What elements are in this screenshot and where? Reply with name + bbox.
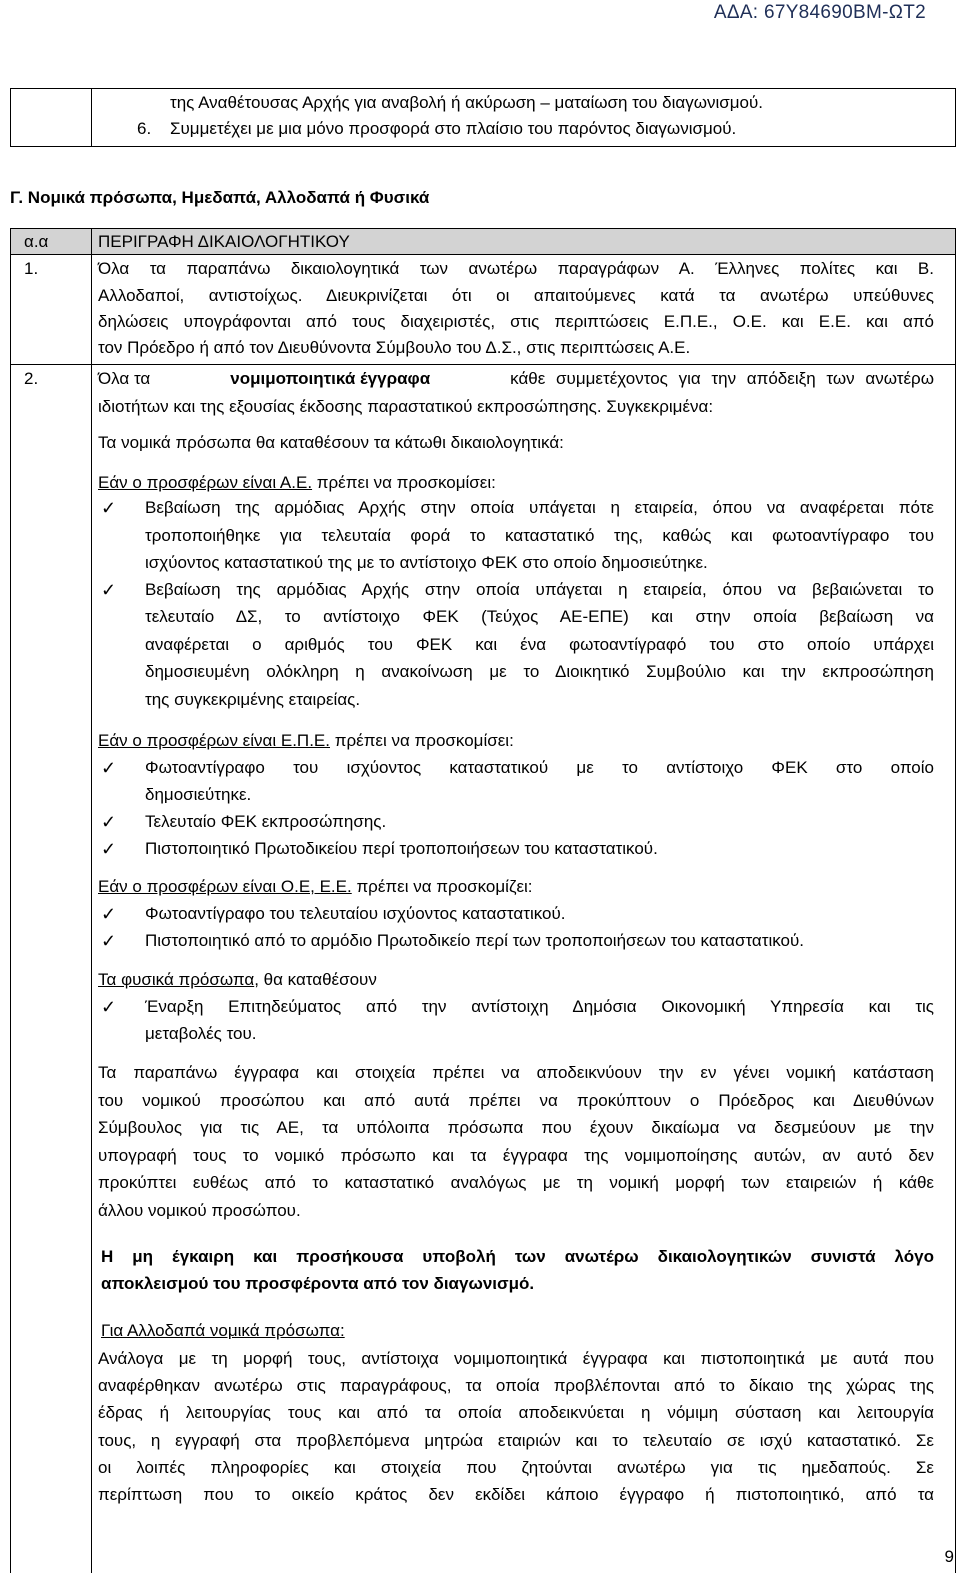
ae-heading-underlined: Εάν ο προσφέρων είναι Α.Ε. [98,473,313,492]
epe-item-1-line-2: δημοσιεύτηκε. [145,785,252,804]
foreign-line-5: οι λοιπές πληροφορίες και στοιχεία που ζητούνται ανωτέρω για τις ημεδαπούς. Σε [98,1458,934,1477]
ae-item-2-line-2: τελευταίο ΔΣ, το αντίστοιχο ΦΕΚ (Τεύχος ΑΕ-ΕΠΕ) και στην οποία βεβαίωση να [145,607,934,626]
row-1-line-2a [98,285,934,307]
header-separator [10,254,956,255]
ae-heading [98,472,496,494]
ae-item-2-line-1: Βεβαίωση της αρμόδιας Αρχής στην οποία υπάγεται η εταιρεία, όπου να βεβαιώνεται το [145,580,934,599]
epe-heading [98,730,514,752]
oe-heading-rest: πρέπει να προσκομίζει: [351,877,533,896]
item-6-number: 6. [137,119,152,138]
page-number: 9 [944,1547,954,1566]
foreign-line-6: περίπτωση που το οικείο κράτος δεν εκδίδει κάποιο έγγραφο ή πιστοποιητικό, από τα [98,1485,934,1504]
check-icon: ✓ [101,839,117,859]
ae-item-2-line-4: δημοσιευμένη ολόκληρη η ανακοίνωση με το Διοικητικό Συμβούλιο και την εκπροσώπηση [145,662,934,681]
natural-heading-underlined: Τα φυσικά πρόσωπα [98,970,255,989]
para-line-6: άλλου νομικού προσώπου. [98,1201,301,1220]
row-separator [10,364,956,365]
check-icon: ✓ [101,997,117,1017]
para-line-1: Τα παραπάνω έγγραφα και στοιχεία πρέπει να αποδεικνύουν την εν γένει νομική κατάσταση [98,1063,934,1082]
check-icon: ✓ [101,758,117,778]
ae-heading-rest: πρέπει να προσκομίσει: [312,473,496,492]
top-table-divider [91,88,92,147]
header-col-description: ΠΕΡΙΓΡΑΦΗ ΔΙΚΑΙΟΛΟΓΗΤΙΚΟΥ [98,232,350,251]
bold-note-line-2: αποκλεισμού του προσφέροντα από τον διαγωνισμό. [101,1274,535,1293]
foreign-line-4: τους, η εγγραφή στα προβλεπόμενα μητρώα εταιριών και το τελευταίο σε ισχύ καταστατικό. Σε [98,1431,934,1450]
ae-item-1-line-2: τροποποιήθηκε για τελευταία φορά το καταστατικό της, καθώς και φωτοαντίγραφο του [145,526,934,545]
check-icon: ✓ [101,904,117,924]
check-icon: ✓ [101,580,117,600]
section-title: Γ. Νομικά πρόσωπα, Ημεδαπά, Αλλοδαπά ή Φυσικά [10,188,430,207]
row-2-line-1 [98,368,934,390]
item-6-text: Συμμετέχει με μια μόνο προσφορά στο πλαίσιο του παρόντος διαγωνισμού. [170,119,737,138]
row-2-line-1-bold: νομιμοποιητικά έγγραφα [230,369,431,388]
para-line-3: Σύμβουλος για τις ΑΕ, τα υπόλοιπα πρόσωπα που έχουν δικαίωμα να δεσμεύουν με την [98,1118,934,1137]
oe-heading-underlined: Εάν ο προσφέρων είναι Ο.Ε, Ε.Ε. [98,877,352,896]
ada-code: ΑΔΑ: 67Υ84690ΒΜ-ΩΤ2 [713,2,926,23]
natural-item-1-line-1: Έναρξη Επιτηδεύματος από την αντίστοιχη Δημόσια Οικονομική Υπηρεσία και τις [145,997,934,1016]
para-line-5: προκύπτει ευθέως από το καταστατικό αναλόγως με τη νομική μορφή των εταιρειών ή κάθε [98,1173,934,1192]
epe-heading-underlined: Εάν ο προσφέρων είναι Ε.Π.Ε. [98,731,330,750]
row-2-line-2: ιδιοτήτων και της εξουσίας έκδοσης παραστατικού εκπροσώπησης. Συγκεκριμένα: [98,397,714,416]
row-1-number: 1. [24,259,39,278]
main-table-divider [91,228,92,1573]
row-2-number: 2. [24,369,39,388]
natural-heading [98,969,377,991]
legal-persons-intro: Τα νομικά πρόσωπα θα καταθέσουν τα κάτωθι δικαιολογητικά: [98,433,564,452]
check-icon: ✓ [101,812,117,832]
epe-item-2: Τελευταίο ΦΕΚ εκπροσώπησης. [145,812,387,831]
ae-item-2-line-5: της συγκεκριμένης εταιρείας. [145,690,361,709]
ae-item-1-line-3: ισχύοντος καταστατικού της με το αντίστοιχο ΦΕΚ στο οποίο δημοσιεύτηκε. [145,553,708,572]
ae-item-2-line-3: αναφέρεται ο αριθμός του ΦΕΚ και ένα φωτοαντίγραφό του στο οποίο υπάρχει [145,635,934,654]
foreign-line-1: Ανάλογα με τη μορφή τους, αντίστοιχα νομιμοποιητικά έγγραφα και πιστοποιητικά με αυτά που [98,1349,934,1368]
top-table-line1: της Αναθέτουσας Αρχής για αναβολή ή ακύρωση – ματαίωση του διαγωνισμού. [170,93,764,112]
natural-item-1-line-2: μεταβολές του. [145,1024,257,1043]
header-col-aa: α.α [24,232,49,251]
epe-item-1-line-1: Φωτοαντίγραφο του ισχύοντος καταστατικού με το αντίστοιχο ΦΕΚ στο οποίο [145,758,934,777]
ae-item-1-line-1: Βεβαίωση της αρμόδιας Αρχής στην οποία υπάγεται η εταιρεία, όπου να αναφέρεται πότε [145,498,934,517]
row-1-line-2: Αλλοδαποί, αντιστοίχως. Διευκρινίζεται ότι οι απαιτούμενες κατά τα ανωτέρω υπεύθυνες [98,286,934,305]
oe-heading [98,876,533,898]
foreign-line-3: έδρας ή λειτουργίας τους και από τα οποία αποδεικνύεται η νόμιμη σύσταση και λειτουργία [98,1403,934,1422]
row-1-line-4: τον Πρόεδρο ή από τον Διευθύνοντα Σύμβουλο του Δ.Σ., στις περιπτώσεις Α.Ε. [98,338,691,357]
row-1-line-1: Όλα τα παραπάνω δικαιολογητικά των ανωτέρω παραγράφων Α. Έλληνες πολίτες και Β. [98,259,934,278]
foreign-line-2: αναφέρθηκαν ανωτέρω στις παραγράφους, τα οποία προβλέπονται από το δίκαιο της χώρας της [98,1376,934,1395]
epe-heading-rest: πρέπει να προσκομίσει: [330,731,514,750]
epe-item-3: Πιστοποιητικό Πρωτοδικείου περί τροποποιήσεων του καταστατικού. [145,839,658,858]
row-2-line-1-b: κάθε συμμετέχοντος για την απόδειξη των ανωτέρω [510,369,934,388]
para-line-2: του νομικού προσώπου και από αυτά πρέπει να προκύπτουν ο Πρόεδρος και Διευθύνων [98,1091,934,1110]
main-table [10,228,956,1573]
natural-heading-rest: , θα καταθέσουν [254,970,377,989]
row-1-line-3: δηλώσεις υπογράφονται από τους διαχειριστές, στις περιπτώσεις Ε.Π.Ε., Ο.Ε. και Ε.Ε. και από [98,312,934,331]
para-line-4: υπογραφή τους το νομικό πρόσωπο και τα έγγραφα της νομιμοποίησης αυτών, αν αυτό δεν [98,1146,934,1165]
row-2-line-1-a: Όλα τα [98,369,151,388]
bold-note-line-1: Η μη έγκαιρη και προσήκουσα υποβολή των ανωτέρω δικαιολογητικών συνιστά λόγο [101,1247,934,1266]
check-icon: ✓ [101,498,117,518]
oe-item-1: Φωτοαντίγραφο του τελευταίου ισχύοντος καταστατικού. [145,904,566,923]
foreign-heading: Για Αλλοδαπά νομικά πρόσωπα: [101,1321,345,1340]
check-icon: ✓ [101,931,117,951]
oe-item-2: Πιστοποιητικό από το αρμόδιο Πρωτοδικείο περί των τροποποιήσεων του καταστατικού. [145,931,805,950]
